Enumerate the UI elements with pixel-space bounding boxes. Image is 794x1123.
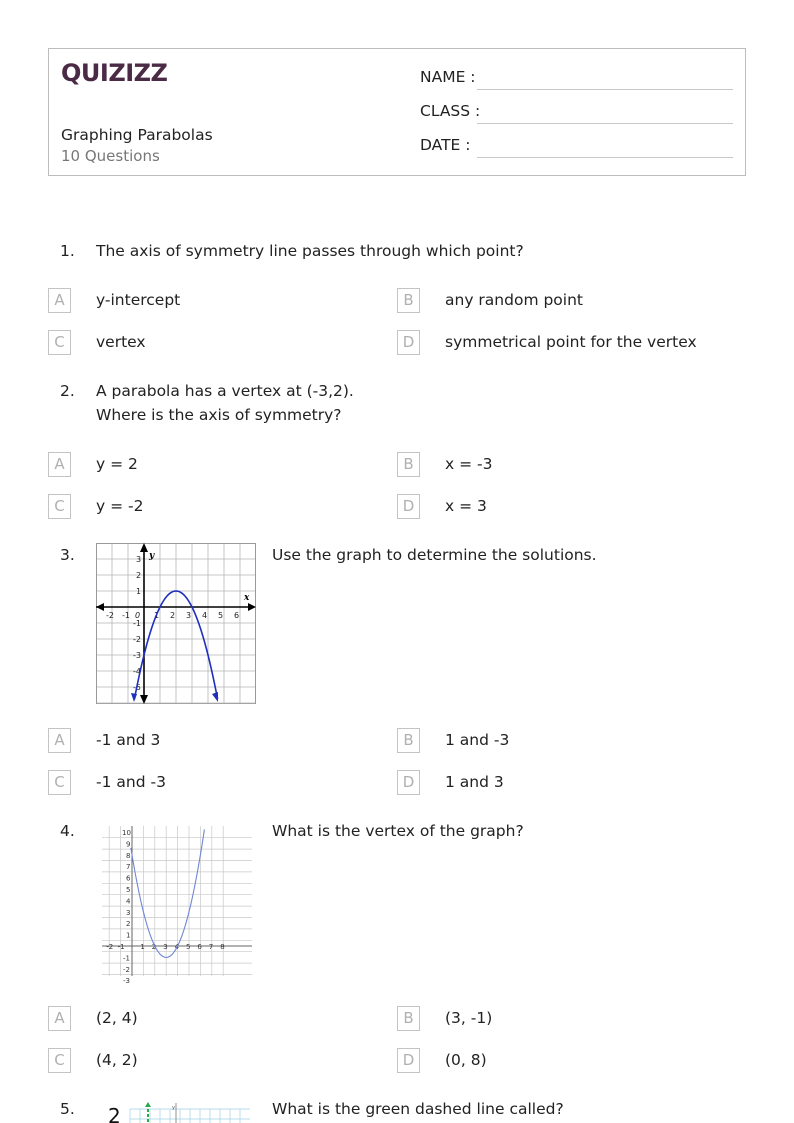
x-tick-label: 3 [186,611,192,620]
x-tick-label: 2 [170,611,176,620]
y-tick-label: 2 [136,571,142,580]
option-c-box[interactable]: C [48,770,71,795]
y-tick-label: -1 [133,619,141,628]
option-b-text: x = -3 [445,455,493,473]
question-5-number: 5. [60,1100,75,1118]
y-tick-label: 2 [126,920,131,929]
option-b-box[interactable]: B [397,288,420,313]
x-tick-label: -2 [106,943,114,951]
arrow-up-icon [145,1102,151,1107]
option-a-box[interactable]: A [48,452,71,477]
question-1-text: The axis of symmetry line passes through which point? [96,242,524,260]
x-tick-label: 3 [163,943,168,951]
option-d-box[interactable]: D [397,1048,420,1073]
option-a-text: y = 2 [96,455,138,473]
x-tick-label: 1 [140,943,145,951]
x-tick-label: 4 [202,611,208,620]
name-field[interactable] [477,89,733,90]
option-d-text: 1 and 3 [445,773,504,791]
y-tick-label: 9 [126,840,131,849]
x-tick-label: 4 [174,943,180,951]
y-tick-label: 1 [126,931,131,940]
question-2-text-line1: A parabola has a vertex at (-3,2). [96,382,354,400]
option-a-text: (2, 4) [96,1009,138,1027]
option-c-text: (4, 2) [96,1051,138,1069]
y-tick-label: 3 [136,555,142,564]
option-b-box[interactable]: B [397,728,420,753]
x-tick-label: 5 [186,943,191,951]
y-tick-label: 7 [126,863,131,872]
graph-number-label: 2 [108,1104,121,1123]
name-label: NAME : [420,68,476,86]
question-3-number: 3. [60,546,75,564]
option-c-text: y = -2 [96,497,144,515]
y-tick-label: 4 [126,897,131,906]
x-tick-label: 5 [218,611,224,620]
option-c-text: vertex [96,333,146,351]
question-3-text: Use the graph to determine the solutions. [272,546,597,564]
x-axis-label: x [244,593,250,603]
parabola-curve [131,829,205,957]
option-a-text: -1 and 3 [96,731,161,749]
question-2-number: 2. [60,382,75,400]
x-tick-label: -1 [117,943,125,951]
y-axis-label: y [149,551,155,561]
y-tick-label: 5 [126,886,131,894]
y-tick-label: 8 [126,851,131,860]
date-label: DATE : [420,136,471,154]
x-tick-label: 7 [208,943,214,951]
question-4-number: 4. [60,822,75,840]
y-tick-label: 10 [122,829,131,837]
class-label: CLASS : [420,102,481,120]
option-d-text: (0, 8) [445,1051,487,1069]
worksheet-title: Graphing Parabolas [61,126,213,144]
y-tick-label: 6 [126,874,131,883]
worksheet-header [48,48,746,176]
question-4-graph [96,822,256,986]
option-c-box[interactable]: C [48,330,71,355]
x-tick-label: 8 [220,943,225,951]
option-a-text: y-intercept [96,291,181,309]
option-c-box[interactable]: C [48,1048,71,1073]
y-tick-label: 3 [126,908,131,917]
option-b-text: (3, -1) [445,1009,493,1027]
option-a-box[interactable]: A [48,1006,71,1031]
x-tick-label: 6 [234,611,240,620]
option-b-text: any random point [445,291,583,309]
y-tick-label: -2 [133,635,141,644]
question-4-text: What is the vertex of the graph? [272,822,524,840]
question-3-graph [96,543,256,704]
option-c-box[interactable]: C [48,494,71,519]
option-b-text: 1 and -3 [445,731,510,749]
option-d-box[interactable]: D [397,330,420,355]
question-count: 10 Questions [61,147,160,165]
question-1-number: 1. [60,242,75,260]
x-tick-label: 6 [197,943,202,951]
y-tick-label: 1 [136,587,142,596]
y-tick-label: -3 [133,651,141,660]
x-tick-label: -1 [122,611,130,620]
x-tick-label: 2 [151,943,157,951]
option-d-text: symmetrical point for the vertex [445,333,697,351]
option-c-text: -1 and -3 [96,773,166,791]
option-d-box[interactable]: D [397,770,420,795]
option-d-box[interactable]: D [397,494,420,519]
option-b-box[interactable]: B [397,452,420,477]
y-tick-label: -1 [123,954,130,963]
question-5-graph [104,1101,250,1123]
option-d-text: x = 3 [445,497,487,515]
y-tick-label: -3 [123,977,130,986]
option-a-box[interactable]: A [48,728,71,753]
y-tick-label: -2 [123,965,130,974]
x-tick-label: 0 [135,611,141,620]
x-tick-label: -2 [106,611,114,620]
y-tick-label: -5 [133,683,141,692]
option-a-box[interactable]: A [48,288,71,313]
y-axis-label: y [172,1105,175,1111]
question-5-text: What is the green dashed line called? [272,1100,564,1118]
option-b-box[interactable]: B [397,1006,420,1031]
question-2-text-line2: Where is the axis of symmetry? [96,406,342,424]
y-tick-label: -4 [133,667,141,676]
quizizz-logo: QUIZIZZ [61,59,168,87]
x-tick-label: 1 [154,611,160,620]
class-field[interactable] [477,123,733,124]
date-field[interactable] [477,157,733,158]
